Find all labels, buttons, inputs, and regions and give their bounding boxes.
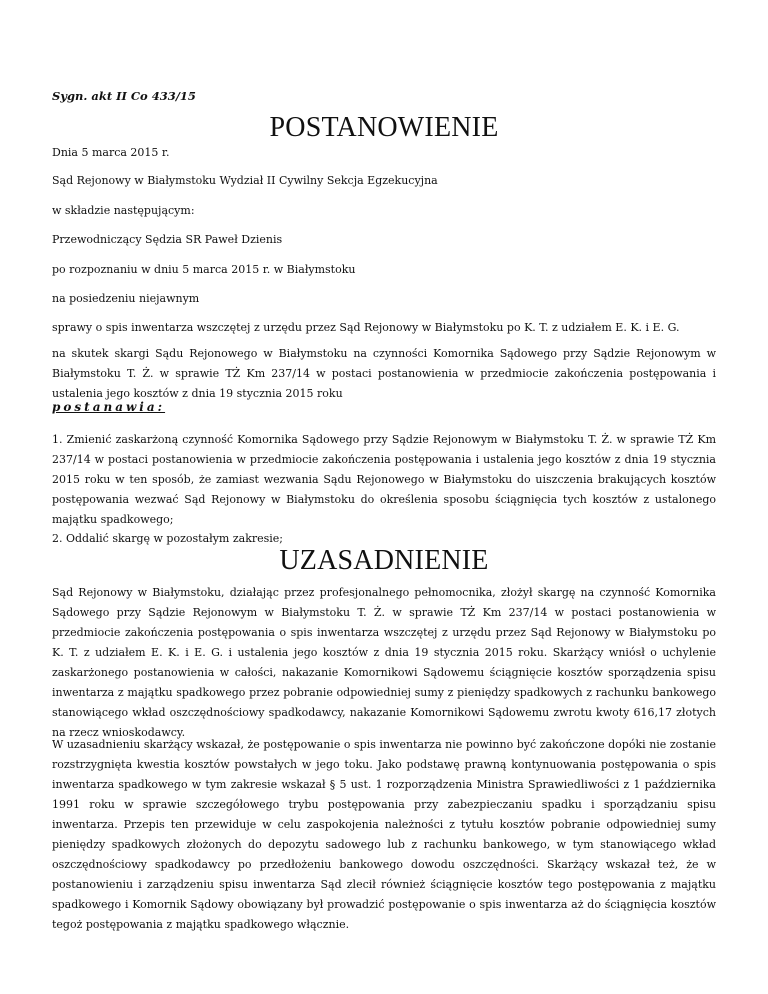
considered-line: po rozpoznaniu w dniu 5 marca 2015 r. w Białymstoku [52, 263, 356, 276]
decides-label: postanawia: [52, 400, 166, 414]
justification-paragraph-1: Sąd Rejonowy w Białymstoku, działając przez profesjonalnego pełnomocnika, złożył skargę na czynność Komornika Sądowego przy Sądzie Rejonowym w Białymstoku T. Ż. w sprawie TŻ Km 237/14 w postaci postanowienia w przedmiocie zakończenia postępowania o spis inwentarza wszczętej z urzędu przez Sąd Rejonowy w Białymstoku po K. T. z udziałem E. K. i E. G. i ustalenia jego kosztów z dnia 19 stycznia 2015 roku. Skarżący wniósł o uchylenie zaskarżonego postanowienia w całości, nakazanie Komornikowi Sądowemu ściągnięcie kosztów sporządzenia spisu inwentarza z majątku spadkowego przez pobranie odpowiedniej sumy z pieniędzy spadkowych z rachunku bankowego stanowiącego wkład oszczędnościowy spadkodawcy, nakazanie Komornikowi Sądowemu zwrotu kwoty 616,17 złotych na rzecz wnioskodawcy. [52, 586, 716, 739]
composition-intro: w składzie następującym: [52, 204, 195, 217]
session-line: na posiedzeniu niejawnym [52, 292, 200, 305]
justification-title: UZASADNIENIE [279, 545, 489, 576]
presiding-judge: Przewodniczący Sędzia SR Paweł Dzienis [52, 233, 283, 246]
complaint-paragraph: na skutek skargi Sądu Rejonowego w Białymstoku na czynności Komornika Sądowego przy Sądzie Rejonowym w Białymstoku T. Ż. w sprawie TŻ Km 237/14 w postaci postanowienia w przedmiocie zakończenia postępowania i ustalenia jego kosztów z dnia 19 stycznia 2015 roku [52, 347, 716, 400]
date-line: Dnia 5 marca 2015 r. [52, 146, 170, 159]
decision-title: POSTANOWIENIE [269, 112, 499, 143]
case-line: sprawy o spis inwentarza wszczętej z urzędu przez Sąd Rejonowy w Białymstoku po K. T. z udziałem E. K. i E. G. [52, 321, 680, 334]
ruling-point-2: 2. Oddalić skargę w pozostałym zakresie; [52, 532, 284, 545]
court-line: Sąd Rejonowy w Białymstoku Wydział II Cywilny Sekcja Egzekucyjna [52, 174, 438, 187]
case-signature: Sygn. akt II Co 433/15 [52, 89, 196, 103]
ruling-point-1: 1. Zmienić zaskarżoną czynność Komornika Sądowego przy Sądzie Rejonowym w Białymstoku T. Ż. w sprawie TŻ Km 237/14 w postaci postanowienia w przedmiocie zakończenia postępowania i ustalenia jego kosztów z dnia 19 stycznia 2015 roku w ten sposób, że zamiast wezwania Sądu Rejonowego w Białymstoku do uiszczenia brakujących kosztów postępowania wezwać Sąd Rejonowy w Białymstoku do określenia sposobu ściągnięcia tych kosztów z ustalonego majątku spadkowego; [52, 433, 716, 526]
justification-paragraph-2: W uzasadnieniu skarżący wskazał, że postępowanie o spis inwentarza nie powinno być zakończone dopóki nie zostanie rozstrzygnięta kwestia kosztów powstałych w jego toku. Jako podstawę prawną kontynuowania postępowania o spis inwentarza spadkowego w tym zakresie wskazał § 5 ust. 1 rozporządzenia Ministra Sprawiedliwości z 1 października 1991 roku w sprawie szczegółowego trybu postępowania przy zabezpieczaniu spadku i sporządzaniu spisu inwentarza. Przepis ten przewiduje w celu zaspokojenia należności z tytułu kosztów pobranie odpowiedniej sumy pieniędzy spadkowych złożonych do depozytu sadowego lub z rachunku bankowego, w tym stanowiącego wkład oszczędnościowy spadkodawcy po przedłożeniu bankowego dowodu oszczędności. Skarżący wskazał też, że w postanowieniu i zarządzeniu spisu inwentarza Sąd zlecił również ściągnięcie kosztów tego postępowania z majątku spadkowego i Komornik Sądowy obowiązany był prowadzić postępowanie o spis inwentarza aż do ściągnięcia kosztów tegoż postępowania z majątku spadkowego włącznie. [52, 738, 716, 931]
